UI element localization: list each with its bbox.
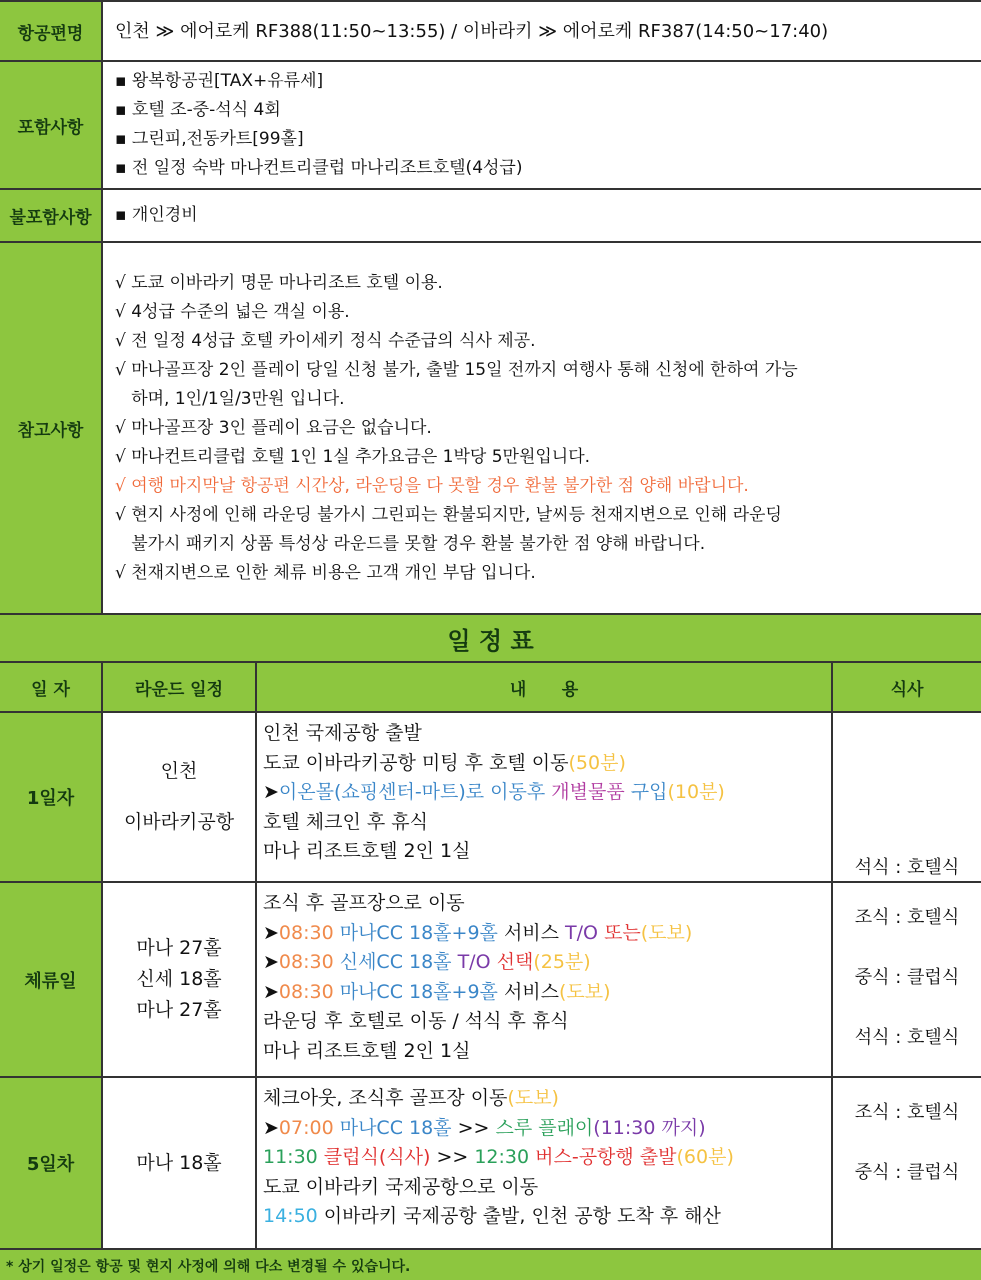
content-line — [263, 919, 825, 949]
meal-item: 조식 : 호텔식 — [854, 907, 960, 928]
content-line — [263, 778, 825, 808]
notes-item: √ 도쿄 이바라키 명문 마나리조트 호텔 이용. — [115, 272, 443, 293]
content-segment: 개별물품 — [551, 781, 631, 803]
notes-list — [103, 243, 981, 613]
header-meals: 식사 — [890, 679, 924, 700]
content-line — [263, 948, 825, 978]
content-line — [263, 837, 825, 867]
meal-item: 중식 : 클럽식 — [854, 1162, 960, 1183]
content-segment: (도보) — [507, 1087, 559, 1109]
content-segment: 조식 후 골프장으로 이동 — [263, 892, 465, 914]
content-segment: T/O — [565, 921, 605, 944]
content-list — [257, 713, 833, 881]
included-item: ▪ 왕복항공권[TAX+유류세] — [115, 71, 324, 91]
day-label: 5일차 — [0, 1078, 103, 1248]
schedule-title: 일 정 표 — [0, 615, 981, 663]
content-segment: 08:30 — [278, 951, 340, 973]
content-segment: 구입 — [630, 781, 668, 803]
content-line — [263, 978, 825, 1008]
content-segment: (11:30 까지) — [593, 1116, 706, 1139]
notes-item: √ 여행 마지막날 항공편 시간상, 라운딩을 다 못할 경우 환불 불가한 점 양해 바랍니다. — [115, 475, 749, 496]
meal-list — [833, 1078, 981, 1248]
schedule-day-row — [0, 1078, 981, 1250]
notes-label: 참고사항 — [0, 243, 103, 613]
footer-note: * 상기 일정은 항공 및 현지 사정에 의해 다소 변경될 수 있습니다. — [0, 1250, 981, 1280]
meal-item: 석식 : 호텔식 — [854, 1027, 960, 1048]
round-item: 신세 18홀 — [136, 968, 222, 990]
flight-text: 인천 ≫ 에어로케 RF388(11:50~13:55) / 이바라키 ≫ 에어로케 RF387(14:50~17:40) — [103, 2, 981, 60]
schedule-header — [0, 663, 981, 713]
round-item: 마나 18홀 — [136, 1151, 222, 1174]
content-segment: 08:30 — [278, 980, 340, 1003]
content-segment: 또는 — [604, 921, 641, 944]
meal-item: 조식 : 호텔식 — [854, 1102, 960, 1123]
content-line — [263, 1037, 825, 1067]
included-label: 포함사항 — [0, 62, 103, 188]
content-segment: (25분) — [533, 951, 591, 973]
content-segment: 체크아웃, 조식후 골프장 이동 — [263, 1087, 508, 1109]
content-segment: 도쿄 이바라키공항 미팅 후 호텔 이동 — [263, 751, 569, 774]
meal-item: 중식 : 클럽식 — [854, 967, 960, 988]
schedule-day-row — [0, 883, 981, 1078]
included-item: ▪ 호텔 조-중-석식 4회 — [115, 100, 281, 120]
notes-row — [0, 243, 981, 615]
content-segment: 스루 플래이 — [495, 1116, 594, 1139]
arrow-icon: ➤ — [263, 921, 279, 944]
content-segment: 07:00 — [278, 1116, 340, 1139]
content-segment: 11:30 — [263, 1146, 324, 1168]
flight-label: 항공편명 — [0, 2, 103, 60]
content-line — [263, 889, 825, 919]
content-list — [257, 883, 833, 1076]
header-rounds: 라운드 일정 — [103, 663, 257, 711]
arrow-icon: ➤ — [263, 1116, 279, 1139]
content-segment: 마나 리조트호텔 2인 1실 — [263, 1039, 471, 1062]
meal-list — [833, 883, 981, 1076]
included-item: ▪ 전 일정 숙박 마나컨트리클럽 마나리조트호텔(4성급) — [115, 158, 523, 178]
content-segment: (도보) — [640, 921, 693, 944]
content-line — [263, 1084, 825, 1114]
header-day: 일 자 — [0, 663, 103, 711]
round-item: 마나 27홀 — [136, 937, 222, 959]
content-line — [263, 1173, 825, 1203]
content-segment: 마나CC 18홀+9홀 — [339, 980, 504, 1003]
content-line — [263, 1202, 825, 1232]
content-segment: (도보) — [559, 980, 611, 1003]
content-segment: >> — [436, 1146, 475, 1168]
round-list — [103, 883, 257, 1076]
notes-item: √ 전 일정 4성급 호텔 카이세키 정식 수준급의 식사 제공. — [115, 330, 536, 351]
flight-row — [0, 0, 981, 62]
round-list — [103, 1078, 257, 1248]
notes-item: √ 마나골프장 3인 플레이 요금은 없습니다. — [115, 417, 432, 438]
excluded-label: 불포함사항 — [0, 190, 103, 241]
content-segment: (10분) — [667, 781, 725, 803]
content-line — [263, 1114, 825, 1144]
notes-item: √ 천재지변으로 인한 체류 비용은 고객 개인 부담 입니다. — [115, 562, 536, 583]
notes-item: √ 마나골프장 2인 플레이 당일 신청 불가, 출발 15일 전까지 여행사 통해 신청에 한하여 가능 — [115, 359, 798, 380]
arrow-icon: ➤ — [263, 951, 279, 973]
content-segment: 서비스 — [503, 980, 559, 1003]
included-item: ▪ 그린피,전동카트[99홀] — [115, 129, 304, 149]
content-segment: 인천 국제공항 출발 — [263, 722, 422, 744]
excluded-list — [103, 190, 981, 241]
notes-item: √ 4성급 수준의 넓은 객실 이용. — [115, 301, 350, 322]
content-segment: 14:50 — [263, 1205, 324, 1227]
round-item: 이바라키공항 — [123, 811, 235, 833]
header-content: 내 용 — [257, 663, 833, 711]
content-line — [263, 1007, 825, 1037]
content-segment: 08:30 — [278, 921, 340, 944]
content-line — [263, 719, 825, 749]
content-segment: 도쿄 이바라키 국제공항으로 이동 — [263, 1175, 539, 1198]
notes-item: √ 현지 사정에 인해 라운딩 불가시 그린피는 환불되지만, 날씨등 천재지변으로 인해 라운딩 — [115, 504, 782, 525]
content-segment: (50분) — [568, 751, 626, 774]
content-segment: 클럽식(식사) — [323, 1146, 437, 1168]
meal-list — [833, 713, 981, 881]
day-label: 1일자 — [0, 713, 103, 881]
content-segment: >> — [457, 1116, 496, 1139]
content-segment: 이바라키 국제공항 출발, 인천 공항 도착 후 해산 — [323, 1205, 721, 1227]
day-label: 체류일 — [0, 883, 103, 1076]
included-list — [103, 62, 981, 188]
excluded-item: ▪ 개인경비 — [115, 205, 198, 225]
round-list — [103, 713, 257, 881]
content-line — [263, 749, 825, 779]
content-line — [263, 808, 825, 838]
content-segment: 12:30 — [474, 1146, 536, 1168]
included-row — [0, 62, 981, 190]
notes-item: 불가시 패키지 상품 특성상 라운드를 못할 경우 환불 불가한 점 양해 바랍니다. — [115, 533, 706, 554]
notes-item: √ 마나컨트리클럽 호텔 1인 1실 추가요금은 1박당 5만원입니다. — [115, 446, 591, 467]
content-segment: 서비스 — [503, 921, 566, 944]
content-segment: (60분) — [676, 1146, 734, 1168]
excluded-row — [0, 190, 981, 243]
content-segment: 선택 — [496, 951, 534, 973]
content-segment: 신세CC 18홀 — [339, 951, 458, 973]
content-segment: T/O — [457, 951, 497, 973]
content-line — [263, 1143, 825, 1173]
notes-item: 하며, 1인/1일/3만원 입니다. — [115, 388, 345, 409]
content-list — [257, 1078, 833, 1248]
round-item: 인천 — [160, 760, 198, 782]
meal-item: 석식 : 호텔식 — [854, 857, 960, 878]
content-segment: 버스-공항행 출발 — [535, 1146, 677, 1168]
content-segment: 호텔 체크인 후 휴식 — [263, 810, 428, 833]
arrow-icon: ➤ — [263, 781, 279, 803]
content-segment: 마나 리조트호텔 2인 1실 — [263, 840, 471, 862]
content-segment: 라운딩 후 호텔로 이동 / 석식 후 휴식 — [263, 1010, 569, 1032]
content-segment: 마나CC 18홀 — [339, 1116, 458, 1139]
content-segment: 이온몰(쇼핑센터-마트)로 이동후 — [278, 781, 552, 803]
round-item: 마나 27홀 — [136, 999, 222, 1021]
content-segment: 마나CC 18홀+9홀 — [339, 921, 504, 944]
arrow-icon: ➤ — [263, 980, 279, 1003]
schedule-day-row — [0, 713, 981, 883]
